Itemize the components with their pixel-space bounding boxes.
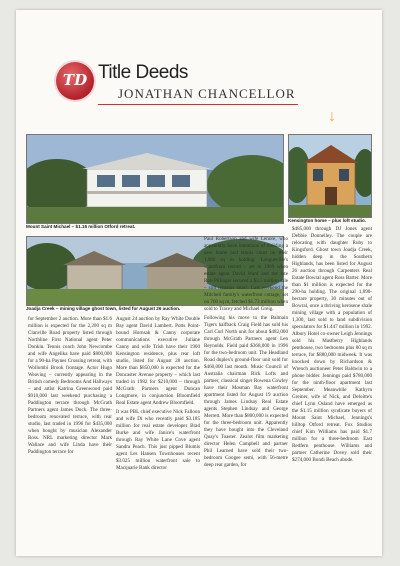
title-deeds-logo (56, 62, 94, 100)
article-column-1: for September 2 auction. More than $1.6 million is expected for the 2,200 sq m Clanville Road property listed through Northline First National agent Peter Donkin. Tennis coach John Newcombe and wife Angelika have paid $800,000 for a 90-ha Paynes Crossing retreat, with Wollombi Brook frontage. Actor Hugo Weaving – currently appearing in the British comedy Bedrooms And Hallways – and artist Katrina Greenwood paid $910,000 last weekend purchasing a Paddington terrace through McGrath Partners agent James Duck. The three-bedroom renovated terrace, with rear studio, last traded in 1996 for $435,000 when bought by musician Alexander Ross. NRL marketing director Mark Wallace and wife Linda have their Paddington terrace for (28, 316, 112, 455)
article-falloon-paragraph: It was PBL chief executive Nick Falloon and wife Di who recently paid $3.185 million for real estate developer Brad Burke and wife Janice's waterfront through Ray White Lane Cove agent Sandra Peach. This just pipped Blumis agent Les Hansen Townhouses recent $3.025 million waterfront sale to Macquarie Bank director (116, 409, 200, 471)
photo-mount-saint-michael (26, 134, 284, 224)
photo-kensington-home (288, 134, 372, 218)
article-field-paragraph: Following his move to the Balmain Tigers halfback Craig Field has sold his Carl Curl North unit for about $482,000 through McGrath Partners agent Len Reynolds. Field paid $368,000 in 1996 for the two-bedroom unit. The Headland Road duplex's ground-floor unit sold for $460,000 last month. Music Council of Australia chairman Rick Lofts and partner, classical singer Rowena Cowley have their Mosman Bay waterfront apartment listed for August 19 auction through James Lindsay Real Estate agents Stephen Lindsay and George Merrett. More than $800,000 is expected for the three-bedroom unit. Apparently they have bought into the Cleveland Quay's Toaster. Zealot film marketing director Helen Campbell and partner Phil Learned have sold their two-bedroom Coogee semi, with 56-metre deep rear garden, for (204, 315, 288, 468)
article-kensington-paragraph: August 24 auction by Ray White Double Bay agent David Lambert. Potts Point-bound Hornsak & Canny corporate communications executive Juliane Canny and wife Trish have their 1900 Kensington residence, plus rear loft studio, listed for August 28 auction. More than $850,000 is expected for the Doncaster Avenue property – which last traded in 1982 for $210,000 – through McGrath Partners agent Duncan Longmore, in conjunction Bloomfield Real Estate agent Andrew Bloomfield. (116, 316, 200, 406)
byline: JONATHAN CHANCELLOR (118, 86, 296, 101)
caption-kensington-home: Kensington home – plus loft studio. (288, 218, 367, 223)
article-column-2 (116, 316, 200, 474)
caption-joadja-creek: Joadja Creek – mining village ghost town, listed for August 26 auction. (26, 306, 181, 311)
column-title: Title Deeds (98, 62, 188, 83)
article-longueville-paragraph: Paul Robertson and wife Lenore, who apparently have intentions of building a new home and tennis court on their 1,980 sq m holding. Longueville's waterfront record – set in 1989 when estate agent David Ward and the late Ron Pillinger secured a $3.5 million sale – still remains intact. Last weekend the Mitchell family's waterfront cottage, set on 760 sq m, fetched $1.73 million when sold to Tracey and Michael Greig. (204, 236, 288, 312)
newspaper-page (16, 10, 382, 556)
caption-mount-saint-michael: Mount Saint Michael – $1.15 million Otford retreat. (26, 224, 136, 229)
logo-text: TD (62, 71, 88, 89)
article-column-3 (204, 236, 288, 471)
article-column-4: $485,000 through DJ Jones agent Debbie Donnelley. The couple are relocating with daughter Ruby to Kingsford. Ghost town Joadja Creek, hidden deep in the Southern Highlands, has been listed for August 26 auction through Carpenters Real Estate Bowral agent Ross Barter. More than $1 million is expected for the 290-ha holding. The original 1,890-hectare property, 30 minutes out of Bowral, once a thriving kerosene shale mining village with a population of 1,300, last sold to land subdivision speculators for $1.447 million in 1992. Albury Hotel co-owner Leigh Jennings sold his Mastberry Highlands penthouse, two bedrooms plus 80 sq m terrace, for $880,000 midweek. It was knocked down by Richardson & Wrench auctioneer Peter Baldwin to a phone bidder. Jennings paid $780,000 for the ninth-floor apartment last September. Meanwhile Kathyrn Greiner, wife of Nick, and Deloitte's chief Lynn Osland have emerged as the $1.15 million syndicate buyers of Mount Saint Michael, Jennings's hilltop Otford retreat. Fox Studios chief Kim Williams has paid $1.7 million for a three-bedroom East Redfern penthouse. Williams and partner Catherine Dovey sold their $274,000 Bondi Beach abode. (292, 226, 372, 463)
title-divider (98, 104, 298, 105)
arrow-down-icon: ↓ (328, 108, 336, 125)
